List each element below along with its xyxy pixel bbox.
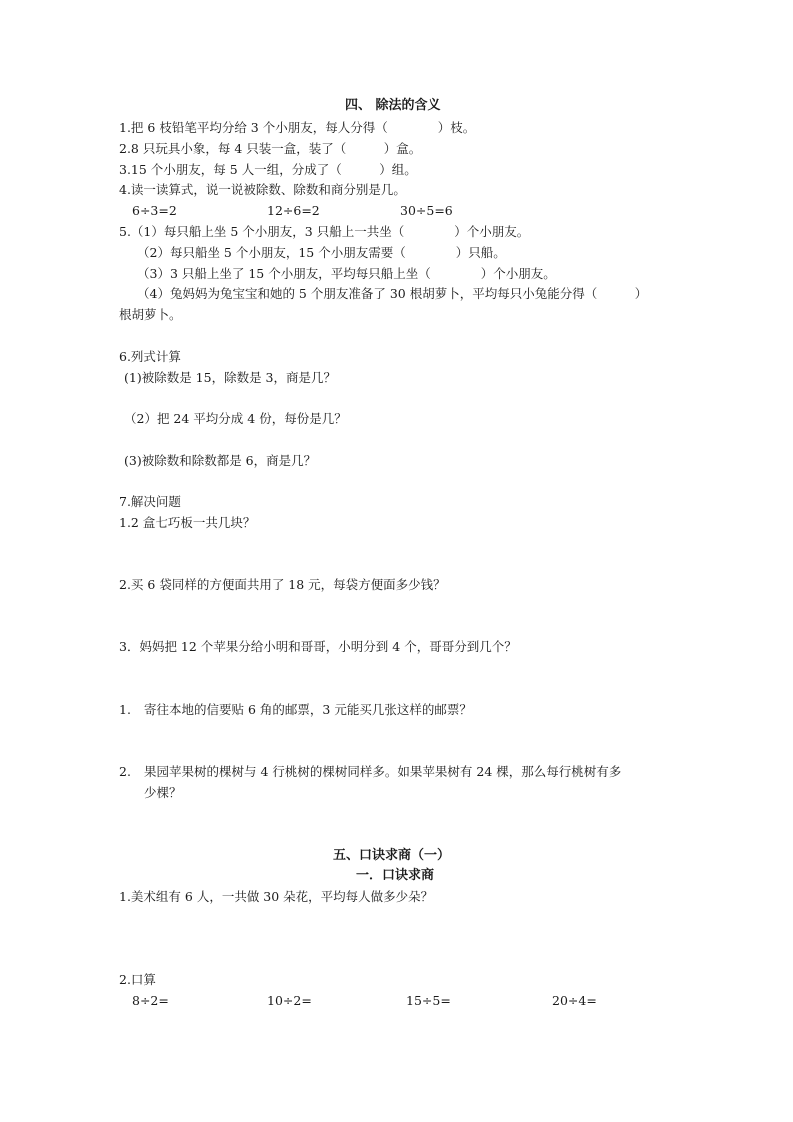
question-5-2-title: 2.口算 [119,972,156,987]
expression: 10÷2= [267,993,312,1008]
section-4-title: 四、 除法的含义 [345,98,441,113]
problem-7-2: 2.买 6 袋同样的方便面共用了 18 元，每袋方便面多少钱？ [119,577,446,592]
question-4-2: 2.8 只玩具小象，每 4 只装一盒，装了（ ）盒。 [119,141,422,156]
question-4-6-title: 6.列式计算 [119,349,181,364]
question-4-6-2: （2）把 24 平均分成 4 份，每份是几？ [124,411,347,426]
question-4-5-3: （3）3 只船上坐了 15 个小朋友，平均每只船上坐（ ）个小朋友。 [137,266,556,281]
question-4-5-2: （2）每只船坐 5 个小朋友，15 个小朋友需要（ ）只船。 [137,245,506,260]
expression: 12÷6=2 [267,203,320,218]
expression: 8÷2= [132,993,169,1008]
expression: 6÷3=2 [132,203,177,218]
question-4-7-title: 7.解决问题 [119,494,181,509]
problem-7-5-number: 2. [119,764,131,779]
question-4-3: 3.15 个小朋友，每 5 人一组，分成了（ ）组。 [119,162,417,177]
question-4-4: 4.读一读算式，说一说被除数、除数和商分别是几。 [119,182,406,197]
question-4-1: 1.把 6 枝铅笔平均分给 3 个小朋友，每人分得（ ）枝。 [119,120,476,135]
problem-7-1: 1.2 盒七巧板一共几块？ [119,515,256,530]
question-4-5-4-cont: 根胡萝卜。 [119,307,182,322]
question-4-5-4: （4）兔妈妈为兔宝宝和她的 5 个朋友准备了 30 根胡萝卜，平均每只小兔能分得（ ） [137,286,648,301]
expression: 30÷5=6 [400,203,453,218]
problem-7-5-cont: 少棵？ [144,785,182,800]
problem-7-3: 3．妈妈把 12 个苹果分给小明和哥哥，小明分到 4 个，哥哥分到几个？ [119,639,517,654]
question-5-1: 1.美术组有 6 人，一共做 30 朵花，平均每人做多少朵？ [119,889,434,904]
expression: 15÷5= [406,993,451,1008]
problem-7-4: 寄往本地的信要贴 6 角的邮票，3 元能买几张这样的邮票？ [144,702,472,717]
question-4-6-3: (3)被除数和除数都是 6，商是几？ [124,453,317,468]
question-4-5-1: 5.（1）每只船上坐 5 个小朋友，3 只船上一共坐（ ）个小朋友。 [119,224,530,239]
section-5-title: 五、口诀求商（一） [333,848,451,863]
expression: 20÷4= [552,993,597,1008]
section-5-subtitle: 一．口诀求商 [356,868,435,883]
problem-7-4-number: 1. [119,702,131,717]
problem-7-5: 果园苹果树的棵树与 4 行桃树的棵树同样多。如果苹果树有 24 棵，那么每行桃树有多 [144,764,622,779]
question-4-6-1: (1)被除数是 15，除数是 3，商是几？ [124,370,337,385]
